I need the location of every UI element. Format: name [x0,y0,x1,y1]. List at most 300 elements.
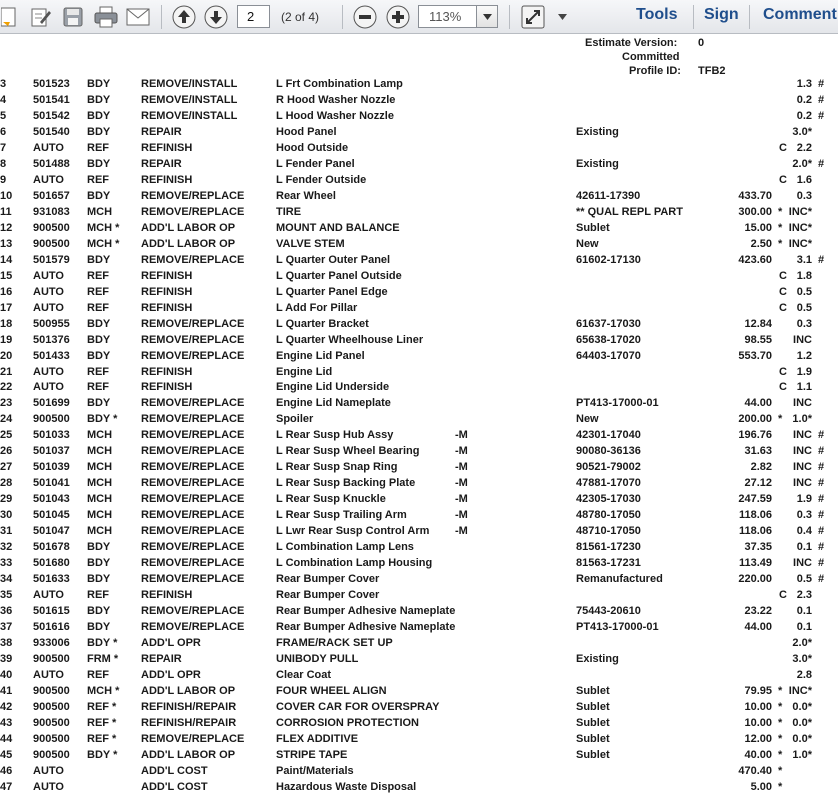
cell-price: 12.84 [744,317,772,330]
table-row [0,717,838,733]
cell-price: 553.70 [738,349,772,362]
table-row [0,637,838,653]
cell-price: 44.00 [744,621,772,633]
cell-line: 22 [0,381,13,394]
cell-labor: 1.8 [796,269,812,282]
cell-op: REPAIR [141,652,182,665]
cell-op: REMOVE/REPLACE [141,413,245,426]
cell-labor: 0.5 [796,285,812,298]
cell-mpart: -M [455,493,468,506]
cell-flag: # [818,253,825,266]
cell-labor: INC [793,461,812,474]
cell-part: Sublet [576,732,610,745]
cell-labor: 0.1 [796,541,812,554]
cell-op: ADD'L LABOR OP [141,237,236,250]
cell-flag: # [818,94,825,106]
cell-oper: 501047 [33,525,70,538]
cell-oper: 501579 [33,253,70,266]
table-row [0,685,838,701]
cell-labor: 0.1 [796,621,812,633]
cell-desc: L Quarter Outer Panel [276,253,391,266]
cell-part: Sublet [576,221,610,234]
cell-labor: 0.2 [796,94,812,106]
cell-desc: L Fender Outside [276,173,367,186]
cell-part: 42611-17390 [576,189,641,202]
cell-mpart: -M [455,461,468,474]
table-row [0,525,838,541]
cell-line: 16 [0,285,13,298]
cell-labor: 0.3 [796,509,812,522]
cell-dept: BDY [87,253,111,266]
cell-oper: 501542 [33,109,70,122]
cell-price: 300.00 [738,205,772,218]
cell-oper: 900500 [33,413,70,426]
cell-dept: REF [87,301,109,314]
cell-oper: 900500 [33,684,70,697]
cell-star: * [778,684,783,697]
cell-flag: # [818,109,825,122]
cell-op: REMOVE/REPLACE [141,493,245,506]
cell-op: REMOVE/REPLACE [141,573,245,586]
cell-c: C [779,173,787,186]
cell-labor: 1.9 [796,365,812,378]
cell-price: 10.00 [744,716,772,729]
cell-mpart: -M [455,477,468,490]
table-row [0,110,838,126]
cell-price: 113.49 [738,557,772,570]
cell-part: 61637-17030 [576,317,641,330]
cell-line: 38 [0,637,13,649]
cell-labor: 3.1 [796,253,812,266]
table-row [0,653,838,669]
cell-dept: REF * [87,716,117,729]
cell-line: 26 [0,445,13,458]
cell-line: 29 [0,493,13,506]
table-row [0,493,838,509]
cell-line: 32 [0,541,13,554]
table-row [0,158,838,174]
cell-line: 4 [0,94,7,106]
table-row [0,429,838,445]
cell-desc: Engine Lid Underside [276,381,390,394]
cell-dept: REF [87,173,109,186]
cell-price: 37.35 [744,541,772,554]
cell-line: 8 [0,157,7,170]
cell-desc: FRAME/RACK SET UP [276,637,393,649]
cell-line: 19 [0,333,13,346]
estimate-version-value: 0 [698,37,705,49]
cell-price: 2.82 [750,461,772,474]
next-page-icon[interactable] [203,4,229,30]
cell-desc: Clear Coat [276,668,332,681]
cell-part: Sublet [576,716,610,729]
cell-labor: 0.0* [792,732,812,745]
cell-part: 90080-36136 [576,445,641,458]
cell-op: REFINISH [141,589,193,601]
cell-price: 15.00 [744,221,772,234]
cell-desc: Rear Bumper Cover [276,573,380,586]
cell-oper: 501523 [33,78,70,90]
cell-oper: 501699 [33,397,70,410]
cell-dept: BDY * [87,637,118,649]
cell-line: 35 [0,589,13,601]
cell-oper: 501045 [33,509,70,522]
cell-line: 31 [0,525,13,538]
cell-labor: 0.4 [796,525,812,538]
cell-mpart: -M [455,429,468,442]
cell-dept: MCH [87,525,113,538]
cell-op: ADD'L COST [141,780,208,793]
cell-part: Existing [576,652,619,665]
cell-line: 6 [0,125,7,138]
cell-c: C [779,285,787,298]
cell-line: 40 [0,668,13,681]
cell-dept: BDY [87,621,111,633]
cell-part: 42301-17040 [576,429,641,442]
cell-labor: 0.5 [796,301,812,314]
cell-star: * [778,764,783,777]
cell-dept: MCH [87,429,113,442]
cell-line: 43 [0,716,13,729]
previous-page-icon[interactable] [171,4,197,30]
cell-price: 5.00 [750,780,772,793]
cell-dept: BDY * [87,413,118,426]
cell-oper: AUTO [33,141,64,154]
cell-labor: INC [793,477,812,490]
cell-oper: 900500 [33,700,70,713]
cell-oper: AUTO [33,764,64,777]
cell-line: 12 [0,221,13,234]
cell-dept: MCH * [87,221,120,234]
cell-part: Remanufactured [576,573,663,586]
cell-op: REFINISH/REPAIR [141,700,237,713]
table-row [0,781,838,797]
zoom-out-icon[interactable] [352,4,378,30]
cell-op: REMOVE/REPLACE [141,397,245,410]
zoom-select[interactable] [418,5,498,28]
profile-id-label: Profile ID: [629,65,681,77]
cell-oper: 501037 [33,445,70,458]
cell-labor: INC [793,333,812,346]
cell-mpart: -M [455,525,468,538]
cell-desc: FOUR WHEEL ALIGN [276,684,387,697]
sign-link[interactable]: Sign [704,6,739,23]
cell-dept: MCH [87,205,113,218]
cell-price: 79.95 [744,684,772,697]
cell-labor: 1.0* [792,748,812,761]
cell-part: ** QUAL REPL PART [576,205,683,218]
cell-line: 23 [0,397,13,410]
cell-price: 44.00 [744,397,772,410]
cell-flag: # [818,461,825,474]
cell-desc: MOUNT AND BALANCE [276,221,400,234]
cell-dept: BDY * [87,748,118,761]
cell-part: 48710-17050 [576,525,641,538]
page-number-input[interactable]: 2 [237,5,270,28]
cell-dept: BDY [87,541,111,554]
table-row [0,765,838,781]
cell-part: 47881-17070 [576,477,641,490]
cell-desc: Hood Panel [276,125,337,138]
table-row [0,541,838,557]
cell-part: 81561-17230 [576,541,641,554]
cell-op: REMOVE/INSTALL [141,109,238,122]
fit-width-icon[interactable] [519,4,547,30]
cell-star: * [778,780,783,793]
cell-dept: MCH * [87,684,120,697]
cell-line: 9 [0,173,7,186]
cell-oper: 501376 [33,333,70,346]
cell-dept: MCH [87,461,113,474]
cell-desc: L Rear Susp Hub Assy [276,429,394,442]
cell-desc: Engine Lid Nameplate [276,397,391,410]
cell-op: REMOVE/INSTALL [141,78,238,90]
cell-labor: 0.3 [796,189,812,202]
cell-dept: MCH [87,445,113,458]
cell-line: 18 [0,317,13,330]
cell-part: 75443-20610 [576,605,641,617]
print-icon[interactable] [92,4,120,30]
table-row [0,334,838,350]
table-row [0,397,838,413]
table-row [0,366,838,382]
cell-dept: BDY [87,397,111,410]
cell-line: 17 [0,301,13,314]
cell-oper: 501041 [33,477,70,490]
cell-part: Existing [576,125,619,138]
cell-oper: 501488 [33,157,70,170]
cell-op: ADD'L OPR [141,637,201,649]
more-options-icon[interactable] [555,4,569,30]
cell-line: 41 [0,684,13,697]
cell-c: C [779,301,787,314]
table-row [0,621,838,637]
cell-desc: L Combination Lamp Housing [276,557,433,570]
cell-price: 423.60 [738,253,772,266]
cell-part: PT413-17000-01 [576,397,659,410]
cell-oper: 501540 [33,125,70,138]
cell-oper: 900500 [33,652,70,665]
cell-line: 34 [0,573,13,586]
cell-labor: INC [793,429,812,442]
cell-line: 20 [0,349,13,362]
cell-line: 42 [0,700,13,713]
cell-labor: INC [793,397,812,410]
cell-part: Sublet [576,700,610,713]
table-row [0,573,838,589]
save-icon[interactable] [60,4,86,30]
tools-link[interactable]: Tools [636,6,678,23]
table-row [0,381,838,397]
cell-desc: FLEX ADDITIVE [276,732,359,745]
cell-desc: L Quarter Wheelhouse Liner [276,333,424,346]
committed-label: Committed [622,51,680,63]
cell-oper: AUTO [33,173,64,186]
edit-icon[interactable] [28,4,54,30]
cell-oper: AUTO [33,780,64,793]
cell-oper: AUTO [33,381,64,394]
cell-labor: 1.1 [796,381,812,394]
cell-desc: Spoiler [276,413,314,426]
cell-flag: # [818,509,825,522]
cell-part: 90521-79002 [576,461,641,474]
cell-labor: INC* [788,205,812,218]
cell-labor: 2.0* [792,637,812,649]
cell-c: C [779,141,787,154]
cell-part: New [576,237,599,250]
cell-line: 10 [0,189,13,202]
cell-line: 46 [0,764,13,777]
cell-labor: 0.2 [796,109,812,122]
cell-part: New [576,413,599,426]
table-row [0,174,838,190]
email-icon[interactable] [124,4,152,30]
cell-op: ADD'L LABOR OP [141,684,236,697]
zoom-value: 113% [429,9,462,24]
create-pdf-icon[interactable] [0,4,20,30]
cell-desc: L Fender Panel [276,157,355,170]
cell-part: 64403-17070 [576,349,641,362]
cell-labor: 1.9 [796,493,812,506]
cell-op: REPAIR [141,157,182,170]
cell-labor: 0.1 [796,605,812,617]
cell-line: 36 [0,605,13,617]
table-row [0,589,838,605]
table-row [0,206,838,222]
cell-labor: 3.0* [792,652,812,665]
cell-desc: L Quarter Bracket [276,317,369,330]
cell-op: REMOVE/REPLACE [141,605,245,617]
cell-labor: INC* [788,221,812,234]
chevron-down-icon[interactable] [476,6,497,27]
cell-op: REMOVE/REPLACE [141,189,245,202]
cell-labor: 1.2 [796,349,812,362]
cell-dept: MCH * [87,237,120,250]
cell-labor: 2.3 [796,589,812,601]
cell-price: 470.40 [738,764,772,777]
cell-op: ADD'L OPR [141,668,201,681]
cell-line: 33 [0,557,13,570]
cell-oper: 501680 [33,557,70,570]
cell-labor: INC [793,445,812,458]
cell-dept: REF [87,269,109,282]
cell-dept: REF * [87,732,117,745]
cell-op: REFINISH [141,141,193,154]
cell-flag: # [818,541,825,554]
cell-op: REMOVE/REPLACE [141,557,245,570]
cell-desc: L Add For Pillar [276,301,358,314]
cell-labor: 2.8 [796,668,812,681]
comment-link[interactable]: Comment [763,6,837,23]
cell-op: REMOVE/REPLACE [141,253,245,266]
cell-desc: Rear Bumper Adhesive Nameplate [276,605,456,617]
cell-line: 28 [0,477,13,490]
cell-op: REMOVE/REPLACE [141,349,245,362]
cell-desc: TIRE [276,205,302,218]
cell-part: 61602-17130 [576,253,641,266]
cell-dept: REF [87,668,109,681]
cell-part: 48780-17050 [576,509,641,522]
cell-dept: BDY [87,605,111,617]
table-row [0,318,838,334]
cell-dept: REF [87,381,109,394]
cell-flag: # [818,429,825,442]
cell-oper: 501433 [33,349,70,362]
table-row [0,413,838,429]
cell-op: REFINISH [141,301,193,314]
cell-part: 65638-17020 [576,333,641,346]
cell-labor: 0.0* [792,700,812,713]
cell-dept: REF [87,365,109,378]
toolbar [0,0,838,34]
cell-labor: 1.6 [796,173,812,186]
cell-oper: AUTO [33,285,64,298]
cell-labor: 1.0* [792,413,812,426]
table-row [0,461,838,477]
cell-oper: 900500 [33,237,70,250]
cell-flag: # [818,557,825,570]
cell-desc: R Hood Washer Nozzle [276,94,396,106]
cell-labor: 2.0* [792,157,812,170]
cell-star: * [778,716,783,729]
cell-c: C [779,381,787,394]
cell-star: * [778,700,783,713]
cell-line: 21 [0,365,13,378]
cell-op: REMOVE/REPLACE [141,509,245,522]
cell-oper: 900500 [33,716,70,729]
cell-oper: 933006 [33,637,70,649]
cell-line: 11 [0,205,12,218]
table-row [0,749,838,765]
cell-labor: 3.0* [792,125,812,138]
cell-op: REMOVE/INSTALL [141,94,238,106]
cell-price: 118.06 [738,525,772,538]
cell-dept: BDY [87,109,111,122]
cell-op: REMOVE/REPLACE [141,541,245,554]
cell-star: * [778,413,783,426]
cell-price: 247.59 [738,493,772,506]
cell-star: * [778,748,783,761]
estimate-version-label: Estimate Version: [585,37,678,49]
cell-part: 81563-17231 [576,557,641,570]
table-row [0,557,838,573]
cell-oper: AUTO [33,589,64,601]
cell-op: REMOVE/REPLACE [141,429,245,442]
cell-dept: BDY [87,349,111,362]
table-row [0,477,838,493]
cell-oper: 501633 [33,573,70,586]
cell-oper: AUTO [33,301,64,314]
table-row [0,190,838,206]
cell-desc: L Rear Susp Backing Plate [276,477,416,490]
cell-desc: UNIBODY PULL [276,652,359,665]
cell-oper: 501615 [33,605,70,617]
cell-desc: Engine Lid Panel [276,349,365,362]
cell-oper: 931083 [33,205,70,218]
zoom-in-icon[interactable] [385,4,411,30]
cell-line: 25 [0,429,13,442]
cell-desc: L Rear Susp Trailing Arm [276,509,407,522]
cell-oper: 501039 [33,461,70,474]
cell-desc: STRIPE TAPE [276,748,348,761]
cell-op: REFINISH [141,285,193,298]
cell-desc: CORROSION PROTECTION [276,716,420,729]
cell-desc: Engine Lid [276,365,333,378]
cell-labor: 1.3 [796,78,812,90]
cell-oper: 500955 [33,317,70,330]
cell-price: 2.50 [750,237,772,250]
cell-mpart: -M [455,509,468,522]
